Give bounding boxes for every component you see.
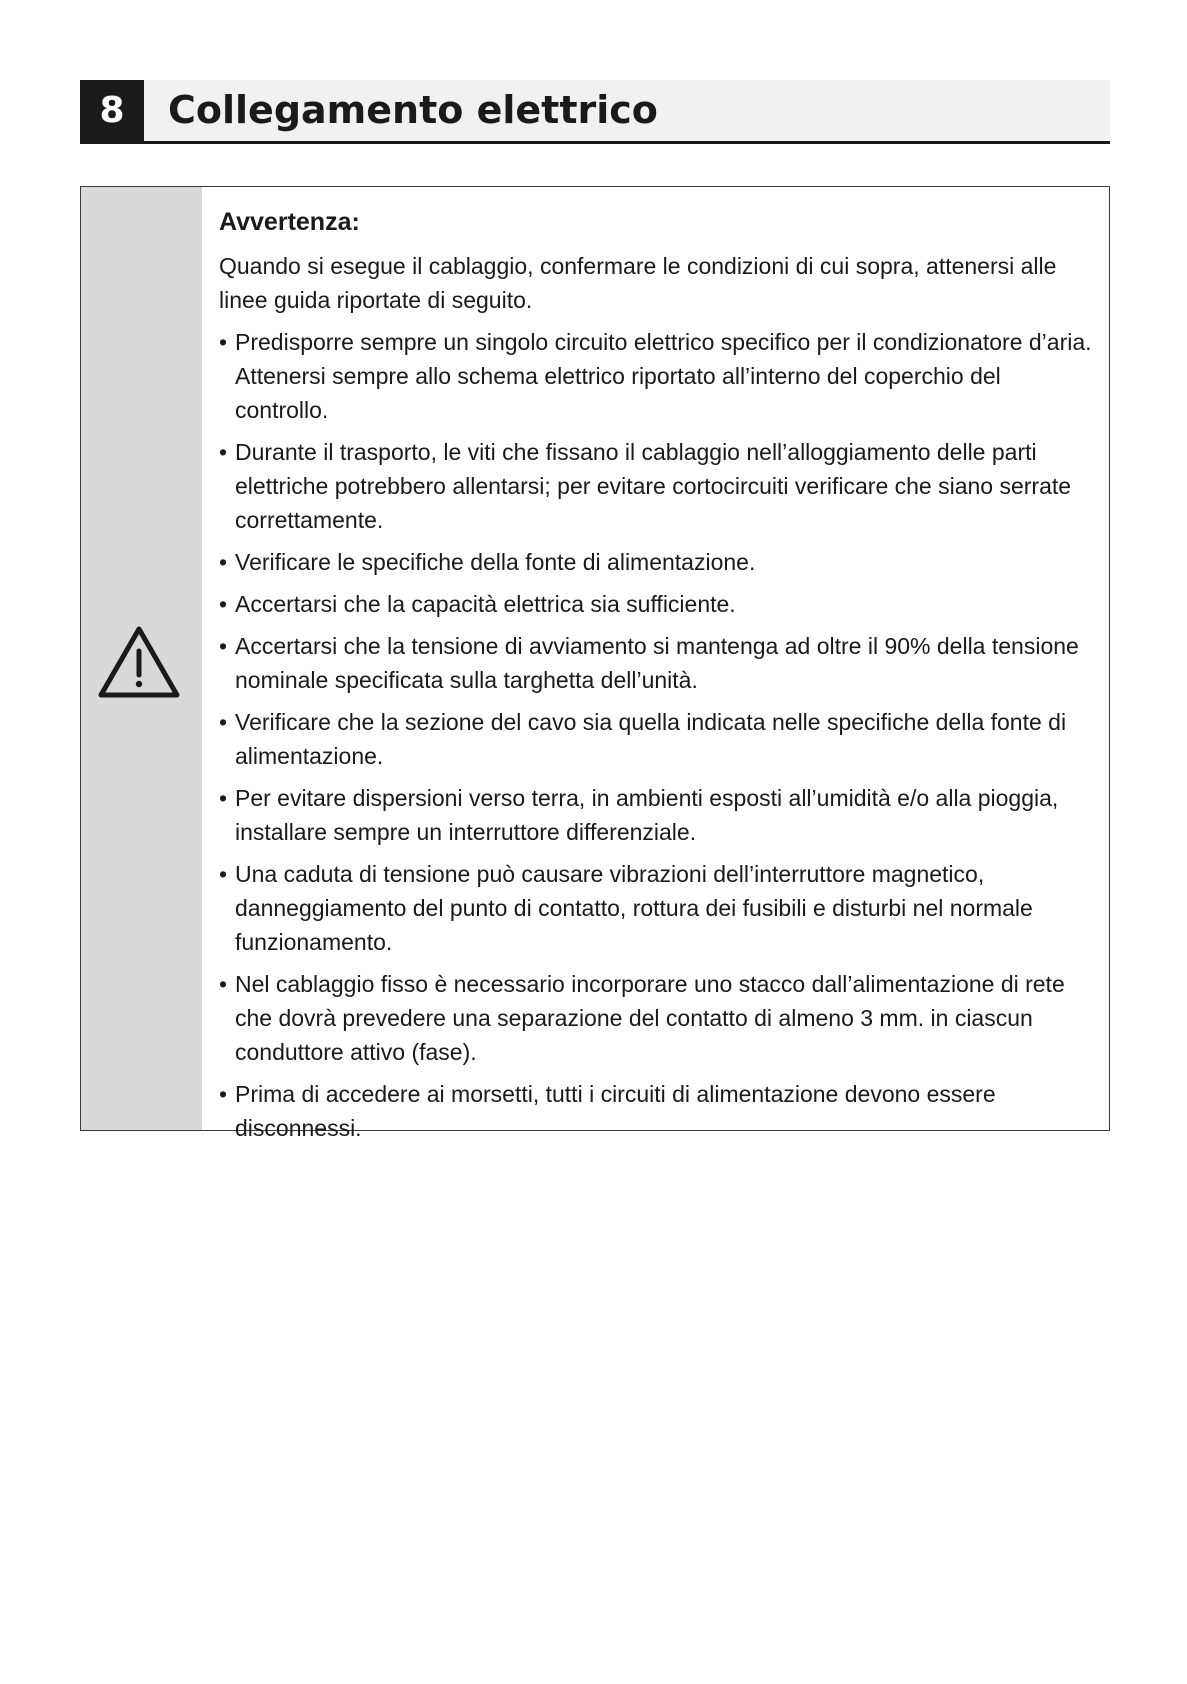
list-item: • Prima di accedere ai morsetti, tutti i circuiti di alimentazione devono essere disconnessi.	[219, 1077, 1099, 1145]
list-item: • Predisporre sempre un singolo circuito elettrico specifico per il condizionatore d’aria. Attenersi sempre allo schema elettrico riportato all’interno del coperchio del controllo.	[219, 325, 1099, 427]
list-item: • Durante il trasporto, le viti che fissano il cablaggio nell’alloggiamento delle parti elettriche potrebbero allentarsi; per evitare cortocircuiti verificare che siano serrate correttamente.	[219, 435, 1099, 537]
section-title: Collegamento elettrico	[168, 88, 658, 132]
warning-title: Avvertenza:	[219, 208, 360, 236]
list-item: • Accertarsi che la capacità elettrica sia sufficiente.	[219, 587, 1099, 621]
list-item: • Verificare le specifiche della fonte di alimentazione.	[219, 545, 1099, 579]
section-header	[80, 80, 1110, 144]
list-item: • Accertarsi che la tensione di avviamento si mantenga ad oltre il 90% della tensione nominale specificata sulla targhetta dell’unità.	[219, 629, 1099, 697]
warning-box	[80, 186, 1110, 1141]
warning-list	[219, 325, 1099, 1145]
list-item: • Una caduta di tensione può causare vibrazioni dell’interruttore magnetico, danneggiamento del punto di contatto, rottura dei fusibili e disturbi nel normale funzionamento.	[219, 857, 1099, 959]
warning-sidebar	[81, 187, 202, 1130]
warning-triangle-icon	[96, 623, 182, 701]
list-item: • Per evitare dispersioni verso terra, in ambienti esposti all’umidità e/o alla pioggia, installare sempre un interruttore differenziale.	[219, 781, 1099, 849]
warning-intro: Quando si esegue il cablaggio, confermare le condizioni di cui sopra, attenersi alle linee guida riportate di seguito.	[219, 253, 1057, 313]
list-item: • Verificare che la sezione del cavo sia quella indicata nelle specifiche della fonte di alimentazione.	[219, 705, 1099, 773]
section-number: 8	[80, 80, 144, 141]
warning-content	[219, 205, 1099, 1153]
list-item: • Nel cablaggio fisso è necessario incorporare uno stacco dall’alimentazione di rete che dovrà prevedere una separazione del contatto di almeno 3 mm. in ciascun conduttore attivo (fase).	[219, 967, 1099, 1069]
